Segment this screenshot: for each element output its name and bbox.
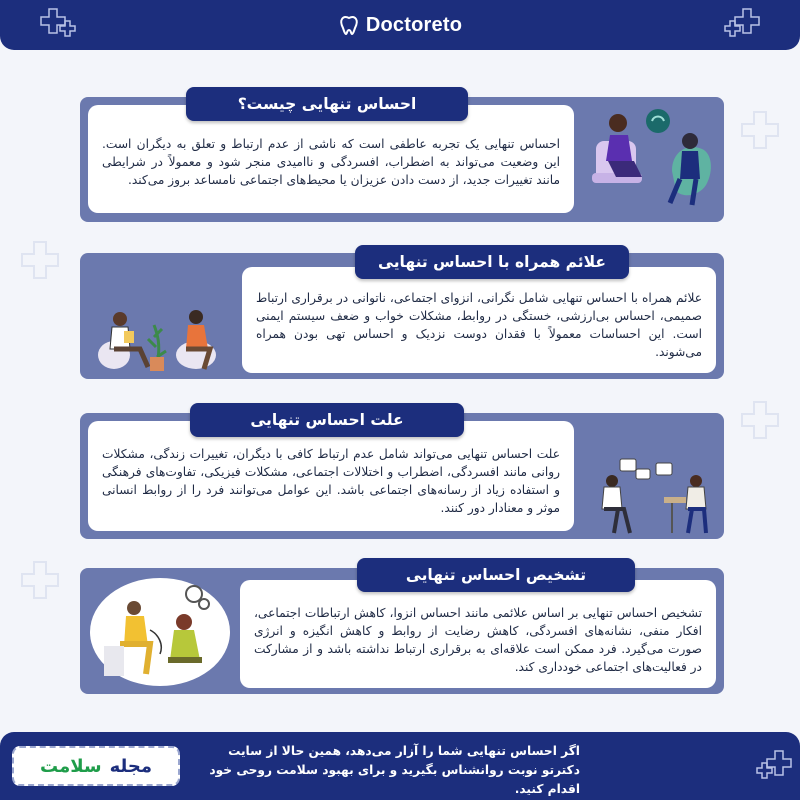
brand-logo[interactable]: [338, 14, 462, 37]
badge-text-health: سلامت: [40, 755, 102, 777]
section-title: علت احساس تنهایی: [190, 403, 464, 437]
badge-text-magazine: مجله: [109, 755, 152, 777]
footer-cta-text: اگر احساس تنهایی شما را آزار می‌دهد، همین حالا از سایت دکترتو نوبت روانشناس بگیرید و برای بهبود سلامت روحی خود اقدام کنید.: [209, 744, 580, 796]
section-card-causes: [80, 413, 724, 539]
background-cross-icon: [740, 400, 780, 440]
section-card-what-is-loneliness: [80, 97, 724, 222]
medical-cross-icon: [720, 6, 760, 42]
section-title: احساس تنهایی چیست؟: [186, 87, 468, 121]
medical-cross-icon: [40, 6, 80, 42]
section-title: تشخیص احساس تنهایی: [357, 558, 635, 592]
medical-cross-icon: [752, 748, 792, 784]
section-body: علائم همراه با احساس تنهایی شامل نگرانی، انزوای اجتماعی، ناتوانی در برقراری ارتباط صمیمی، احساس بی‌ارزشی، خستگی در روابط، مشکلات خواب و ضعف سیستم ایمنی است. این احساسات معمولاً با فقدان دوست نزدیک و احساس تهی بودن همراه می‌شوند.: [242, 267, 716, 373]
counseling-illustration: [90, 297, 230, 377]
background-cross-icon: [20, 240, 60, 280]
section-card-diagnosis: [80, 568, 724, 694]
footer-bar: [0, 732, 800, 800]
background-cross-icon: [20, 560, 60, 600]
section-body: علت احساس تنهایی می‌تواند شامل عدم ارتباط کافی با دیگران، تغییرات زندگی، مشکلات روانی مانند افسردگی، اضطراب و اختلالات اجتماعی، مشکلات فیزیکی، تفاوت‌های فرهنگی و استفاده زیاد از رسانه‌های اجتماعی باشد. این عوامل می‌توانند فرد را از روابط انسانی موثر و معنادار دور کنند.: [88, 421, 574, 531]
background-cross-icon: [740, 110, 780, 150]
conversation-illustration: [592, 457, 718, 537]
section-body: تشخیص احساس تنهایی بر اساس علائمی مانند احساس انزوا، کاهش ارتباطات اجتماعی، افکار منفی، نشانه‌های افسردگی، کاهش رضایت از روابط و کاهش انگیزه و انرژی صورت می‌گیرد. فرد ممکن است علاقه‌ای به برقراری ارتباط نداشته باشد و از مشارکت در فعالیت‌های اجتماعی خودداری کند.: [240, 580, 716, 688]
brand-name: Doctoreto: [365, 13, 463, 36]
diagnosis-illustration: [84, 574, 236, 690]
therapy-session-illustration: [586, 101, 720, 219]
tooth-logo-icon: [338, 14, 360, 36]
header-bar: [0, 0, 800, 50]
section-title: علائم همراه با احساس تنهایی: [355, 245, 629, 279]
section-body: احساس تنهایی یک تجربه عاطفی است که ناشی از عدم ارتباط و تعلق به دیگران است. این وضعیت می‌تواند به اضطراب، افسردگی و ناامیدی منجر شود و معمولاً در شرایطی مانند تغییرات جدید، از دست دادن عزیزان یا محیط‌های اجتماعی نامساعد بروز می‌کند.: [88, 105, 574, 213]
health-magazine-badge[interactable]: [12, 746, 180, 786]
section-card-symptoms: [80, 253, 724, 379]
